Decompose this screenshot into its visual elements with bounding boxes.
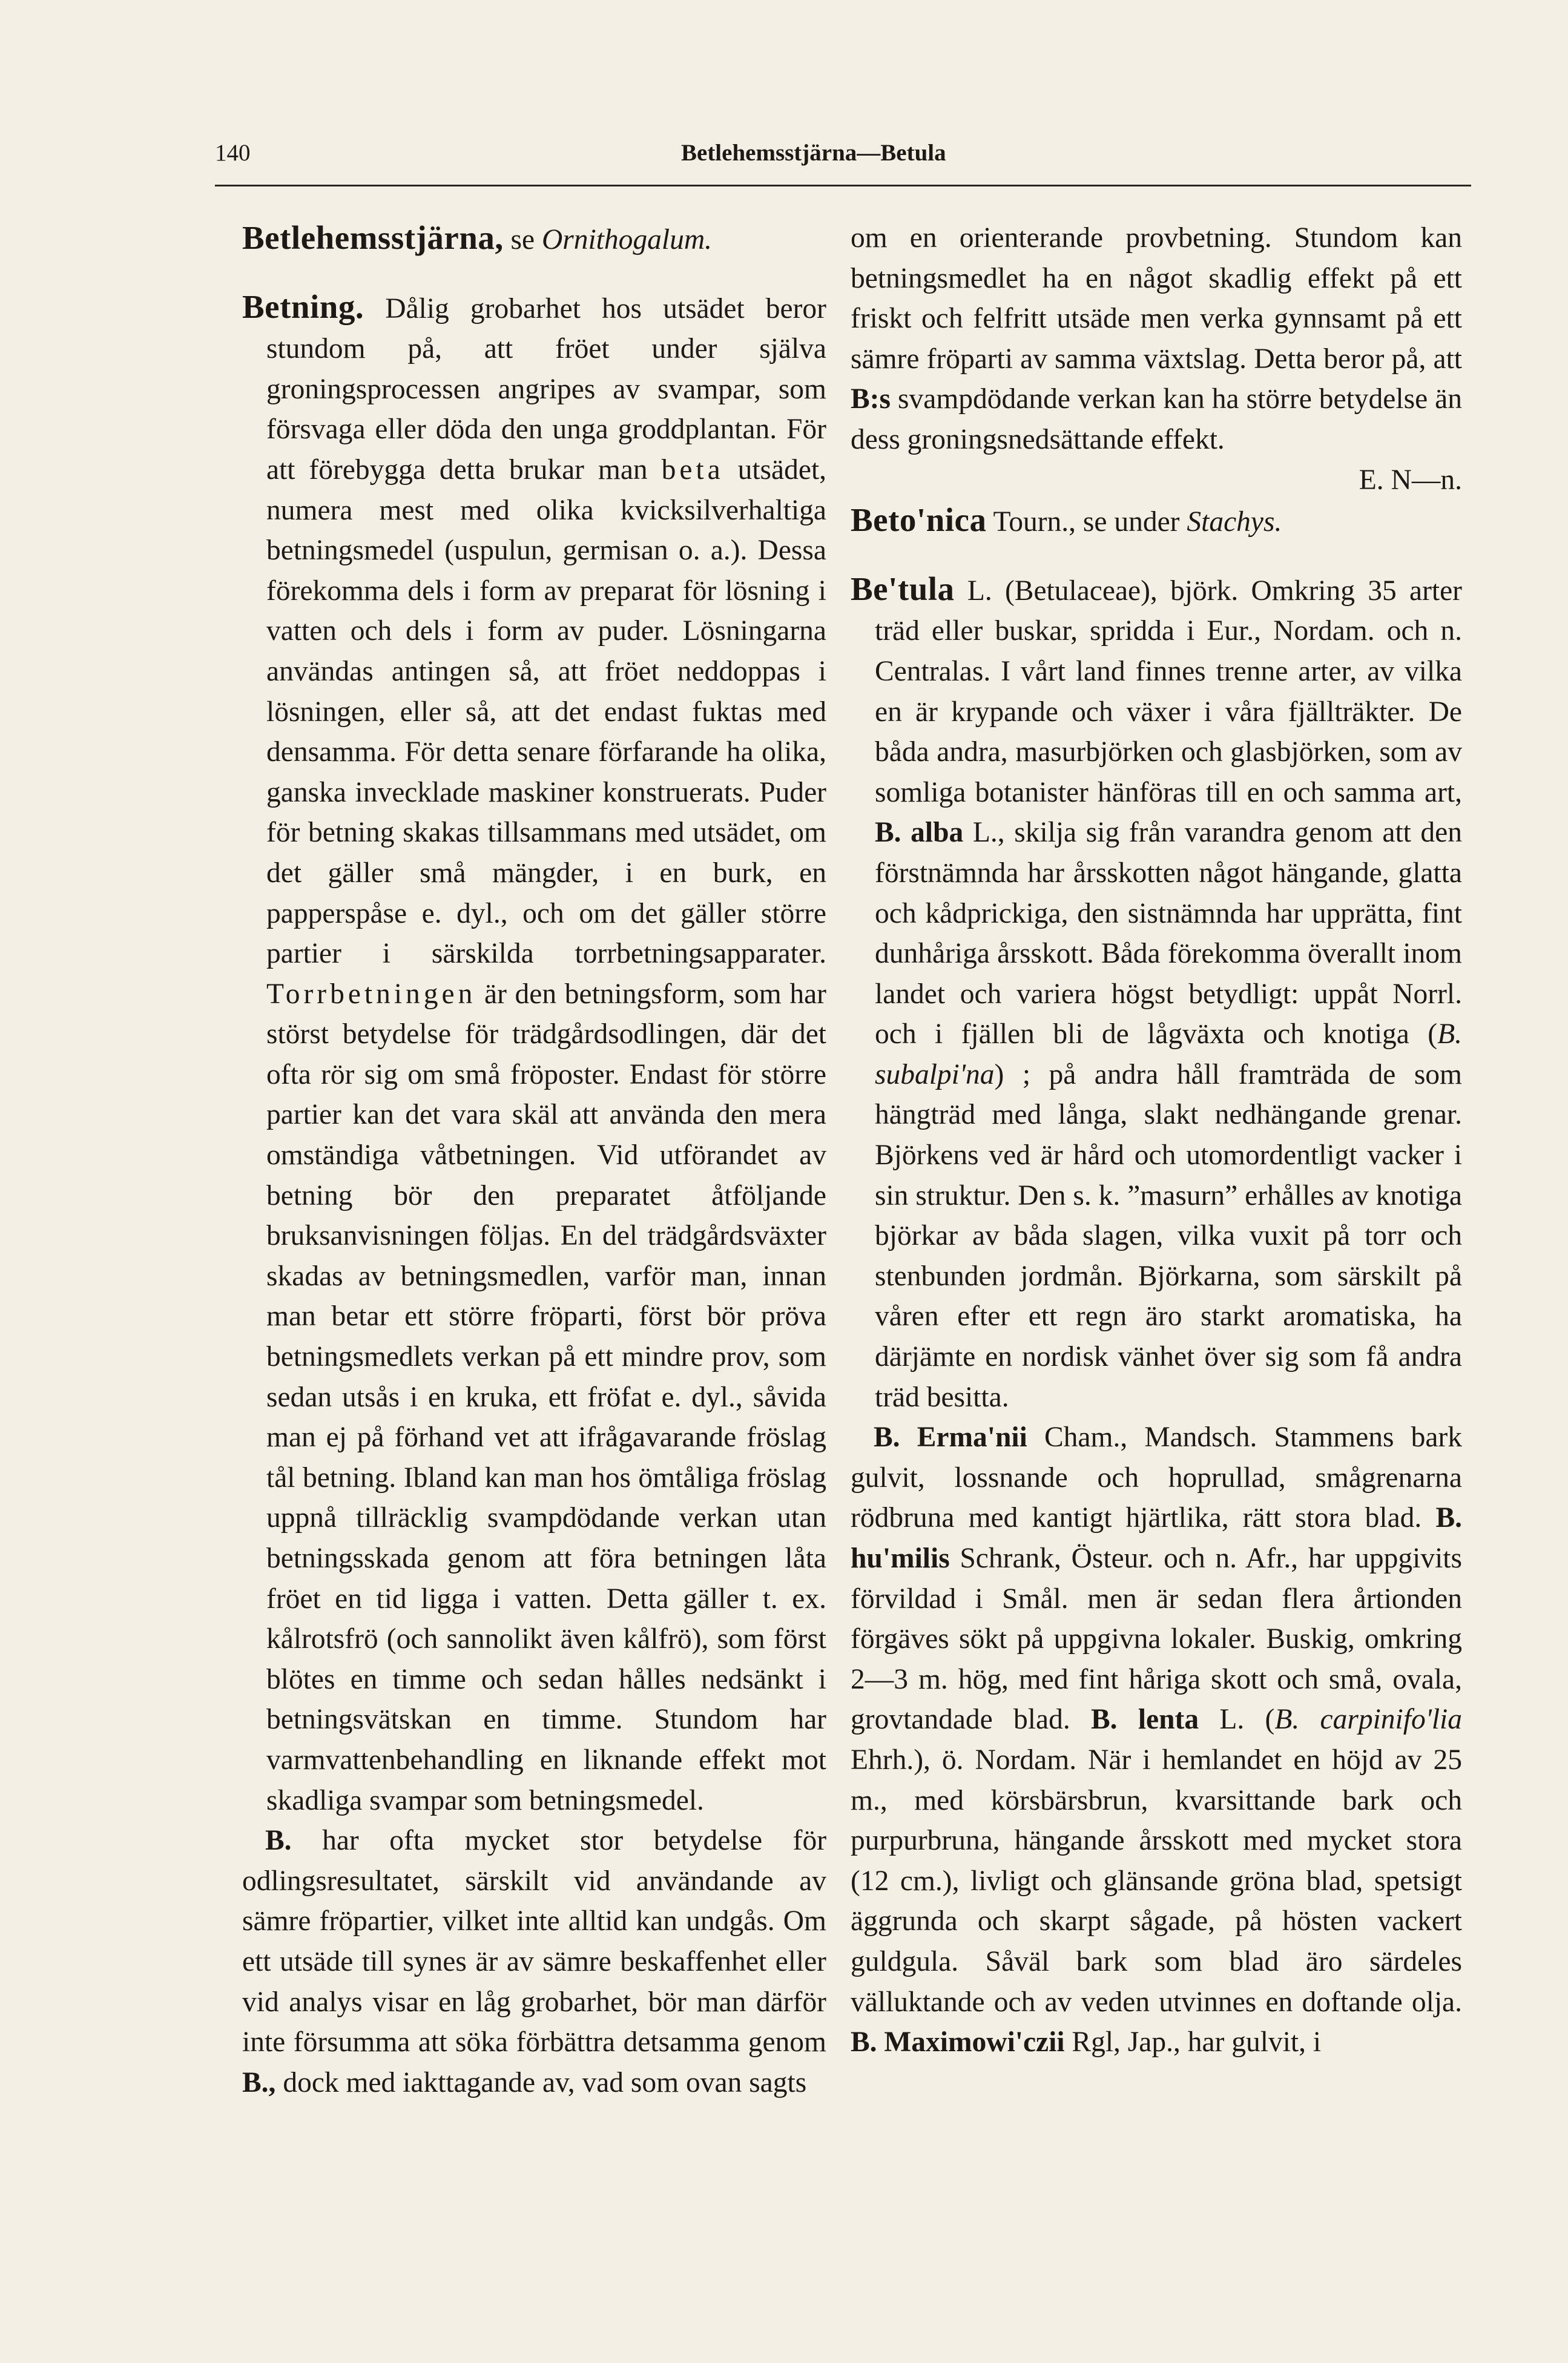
author-signature: E. N—n. [1359,464,1462,496]
see-text: se [510,224,535,255]
betning-paragraph-2 [242,1821,826,2103]
entry-text: svampdödande verkan kan ha större betydelse än dess groningsnedsättande effekt. [851,383,1462,455]
entry-betning [242,287,826,1821]
entry-text: Schrank, Östeur. och n. Afr., har uppgivits förvildad i Smål. men är sedan flera årtionden förgäves sökt på uppgivna lokaler. Buskig, omkring 2—3 m. hög, med fint håriga skott och små, ovala, grovtandade blad. [851,1543,1462,1736]
entry-text: L. ( [1219,1704,1275,1736]
page-number: 140 [215,140,251,166]
entry-text: utsädet, numera mest med olika kvicksilverhaltiga betningsmedel (uspulun, germisan o. a.). Dessa förekomma dels i form av preparat för lösning i vatten och dels i form av puder. Lösningarna användas antingen så, att fröet neddoppas i lösningen, eller så, att det endast fuktas med densamma. För detta senare förfarande ha olika, ganska invecklade maskiner konstruerats. Puder för betning skakas tillsammans med utsädet, om det gäller små mängder, i en burk, en papperspåse e. dyl., och om det gäller större partier i särskilda torrbetningsapparater. [266,453,827,970]
abbreviation: B:s [851,383,891,415]
headword: Beto'nica [851,501,987,539]
entry-text: har ofta mycket stor betydelse för odlingsresultatet, särskilt vid användande av sämre fröpartier, vilket inte alltid kan undgås. Om ett utsäde till synes är av sämre beskaffenhet eller vid analys visar en låg grobarhet, bör man därför inte försumma att söka förbättra detsamma genom [242,1825,827,2058]
entry-text: Rgl, Jap., har gulvit, i [1072,2026,1322,2058]
headword: Be'tula [851,570,955,607]
entry-text: L., skilja sig från varandra genom att den förstnämnda har årsskotten något hängande, glatta och kådprickiga, den sistnämnda har upprätta, fint dunhåriga årsskott. Båda förekomma överallt inom landet och variera högst betydligt: uppåt Norrl. och i fjällen bli de lågväxta och knotiga ( [875,817,1463,1050]
betula-species-paragraph [851,1417,1462,2063]
left-column [242,218,826,2103]
entry-betonica [851,500,1462,542]
page-header [215,139,1371,176]
entry-text: Cham., Mandsch. Stammens bark gulvit, lossnande och hoprullad, smågrenarna rödbruna med kantigt hjärtlika, rätt stora blad. [851,1422,1462,1534]
abbreviation: B. [265,1825,292,1857]
entry-text: ) ; på andra håll framträda de som hängträd med långa, slakt nedhängande grenar. Björkens ved är hård och utomordentligt vacker i sin struktur. Den s. k. ”masurn” erhålles av knotiga björkar av båda slagen, vilka vuxit på torr och stenbunden jordmån. Björkarna, som särskilt på våren efter ett regn äro starkt aromatiska, ha därjämte en nordisk vänhet över sig som få andra träd besitta. [875,1058,1462,1413]
entry-text: om en orienterande provbetning. Stundom kan betningsmedlet ha en något skadlig effekt på ett friskt och felfritt utsäde men verka gynnsamt på ett sämre fröparti av samma växtslag. Detta beror på, att [851,222,1462,375]
right-column [851,218,1462,2063]
entry-text: Ehrh.), ö. Nordam. När i hemlandet en höjd av 25 m., med körsbärsbrun, kvarsittande bark och purpurbruna, hängande årsskott med mycket stora (12 cm.), livligt och glänsande gröna blad, spetsigt äggrunda och skarpt sågade, på hösten vackert guldgula. Såväl bark som blad äro särdeles välluktande och av veden utvinnes en doftande olja. [851,1744,1462,2018]
running-head: Betlehemsstjärna—Betula [681,140,946,166]
betning-continuation [851,218,1462,460]
species-name: B. Maximowi'czii [851,2026,1065,2058]
entry-betlehemsstjarna [242,218,826,260]
entry-betula [851,569,1462,1417]
spaced-term: Torrbetningen [266,978,476,1010]
header-rule [215,185,1471,186]
headword: Betning. [242,288,364,325]
species-name: B. hu'milis [851,1502,1462,1574]
spaced-term: beta [661,453,724,486]
cross-reference: Stachys. [1187,506,1282,538]
entry-text: Tourn., se under [993,506,1180,538]
abbreviation: B., [242,2066,276,2098]
entry-text: är den betningsform, som har störst betydelse för trädgårdsodlingen, där det ofta rör sig om små fröposter. Endast för större partier kan det vara skäl att använda den mera omständiga våtbetningen. Vid utförandet av betning bör den preparatet åtföljande bruksanvisningen följas. En del trädgårdsväxter skadas av betningsmedlen, varför man, innan man betar ett större fröparti, först bör pröva betningsmedlets verkan på ett mindre prov, som sedan utsås i en kruka, ett fröfat e. dyl., såvida man ej på förhand vet att ifrågavarande fröslag tål betning. Ibland kan man hos ömtåliga fröslag uppnå tillräcklig svampdödande verkan utan betningsskada genom att föra betningen låta fröet en tid ligga i vatten. Detta gäller t. ex. kålrotsfrö (och sannolikt även kålfrö), som först blötes en timme och sedan hålles nedsänkt i betningsvätskan en timme. Stundom har varmvattenbehandling en liknande effekt mot skadliga svampar som betningsmedel. [266,978,826,1816]
species-name: B. carpinifo'lia [1274,1704,1463,1736]
entry-text: dock med iakttagande av, vad som ovan sagts [283,2066,807,2098]
species-name: B. subalpi'na [875,1018,1462,1090]
species-name: B. alba [875,817,964,849]
species-name: B. Erma'nii [874,1422,1027,1454]
cross-reference: Ornithogalum. [541,224,712,255]
headword: Betlehemsstjärna, [242,219,504,256]
species-name: B. lenta [1090,1704,1199,1736]
entry-text: L. (Betulaceae), björk. Omkring 35 arter träd eller buskar, spridda i Eur., Nordam. och n. Centralas. I vårt land finnes trenne arter, av vilka en är krypande och växer i våra fjällträkter. De båda andra, masurbjörken och glasbjörken, som av somliga botanister hänföras till en och samma art, [875,575,1462,808]
entry-text: Dålig grobarhet hos utsädet beror stundom på, att fröet under själva groningsprocessen angripes av svampar, som försvaga eller döda den unga groddplantan. För att förebygga detta brukar man [266,292,827,486]
